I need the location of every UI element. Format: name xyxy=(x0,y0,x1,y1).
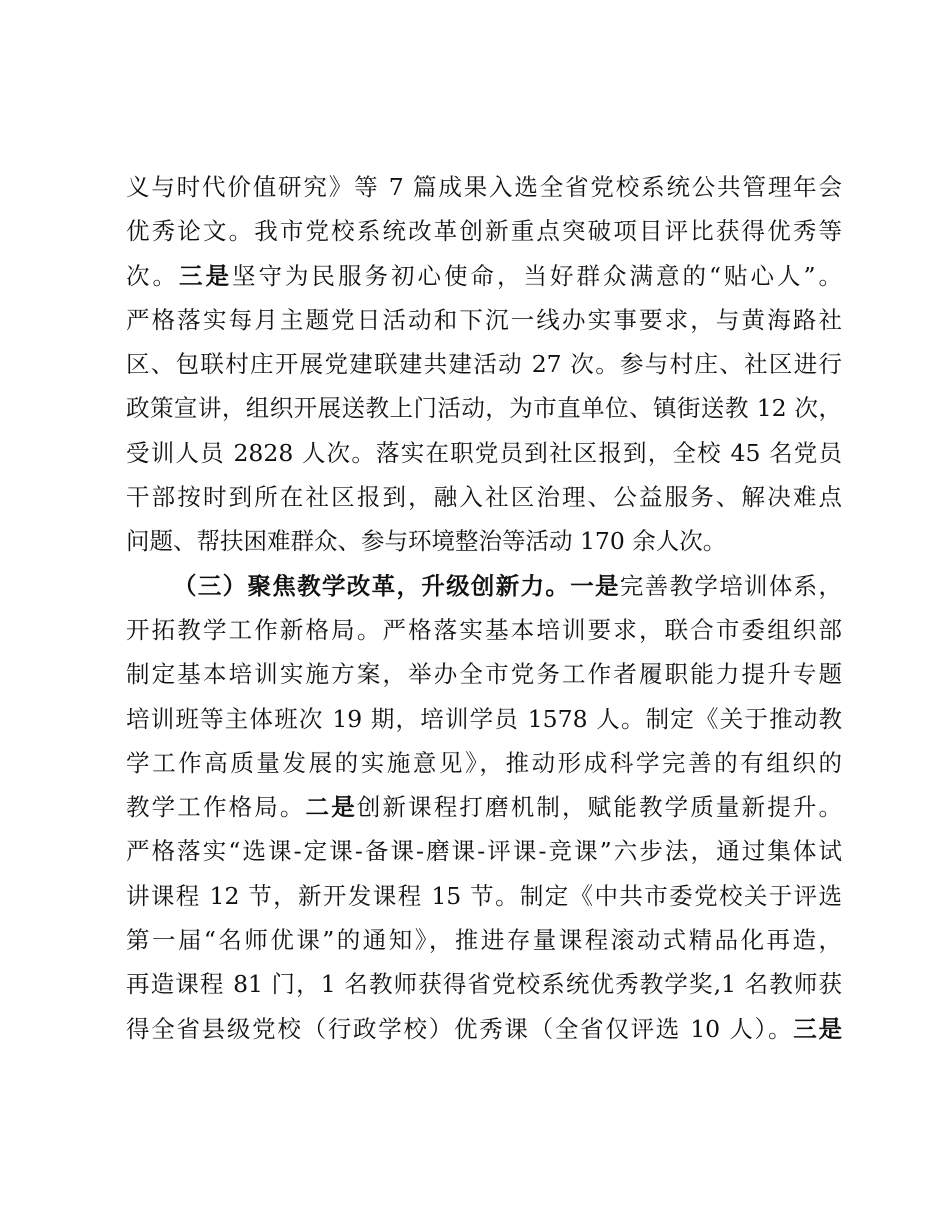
bold-text-run: 三是 xyxy=(179,261,232,290)
document-body xyxy=(126,165,842,1051)
text-run: 政策宣讲，组织开展送教上门活动，为市直单位、镇街送教 12 次， xyxy=(126,394,842,423)
text-line xyxy=(126,519,842,563)
text-line xyxy=(126,475,842,519)
text-run: 培训班等主体班次 19 期，培训学员 1578 人。制定《关于推动教 xyxy=(126,704,842,733)
text-run: 创新课程打磨机制，赋能教学质量新提升。 xyxy=(356,793,843,822)
text-run: 严格落实“选课-定课-备课-磨课-评课-竞课”六步法，通过集体试 xyxy=(126,837,842,866)
text-run: 问题、帮扶困难群众、参与环境整治等活动 170 余人次。 xyxy=(126,527,727,556)
text-line xyxy=(126,564,842,608)
text-line xyxy=(126,652,842,696)
text-line xyxy=(126,962,842,1006)
text-run: 坚守为民服务初心使命，当好群众满意的“贴心人”。 xyxy=(232,261,843,290)
text-line xyxy=(126,342,842,386)
text-line xyxy=(126,829,842,873)
bold-text-run: 三是 xyxy=(793,1014,843,1043)
text-line xyxy=(126,209,842,253)
text-line xyxy=(126,386,842,430)
text-run: 优秀论文。我市党校系统改革创新重点突破项目评比获得优秀等 xyxy=(126,217,842,246)
text-line xyxy=(126,608,842,652)
bold-text-run: 二是 xyxy=(305,793,357,822)
text-run: 完善教学培训体系， xyxy=(619,571,843,600)
text-run: 干部按时到所在社区报到，融入社区治理、公益服务、解决难点 xyxy=(126,483,842,512)
text-line xyxy=(126,741,842,785)
text-line xyxy=(126,254,842,298)
bold-text-run: （三）聚焦教学改革，升级创新力。一是 xyxy=(173,571,620,600)
text-run: 得全省县级党校（行政学校）优秀课（全省仅评选 10 人）。 xyxy=(126,1014,794,1043)
text-run: 再造课程 81 门，1 名教师获得省党校系统优秀教学奖,1 名教师获 xyxy=(126,970,842,999)
text-line xyxy=(126,431,842,475)
text-run: 教学工作格局。 xyxy=(126,793,306,822)
text-run: 区、包联村庄开展党建联建共建活动 27 次。参与村庄、社区进行 xyxy=(126,350,842,379)
text-line xyxy=(126,918,842,962)
text-line xyxy=(126,697,842,741)
text-line xyxy=(126,165,842,209)
text-run: 讲课程 12 节，新开发课程 15 节。制定《中共市委党校关于评选 xyxy=(126,881,842,910)
text-run: 第一届“名师优课”的通知》，推进存量课程滚动式精品化再造， xyxy=(126,926,842,955)
text-run: 义与时代价值研究》等 7 篇成果入选全省党校系统公共管理年会 xyxy=(126,173,842,201)
text-run: 开拓教学工作新格局。严格落实基本培训要求，联合市委组织部 xyxy=(126,615,842,644)
text-run: 制定基本培训实施方案，举办全市党务工作者履职能力提升专题 xyxy=(126,660,842,689)
text-run: 学工作高质量发展的实施意见》，推动形成科学完善的有组织的 xyxy=(126,748,842,777)
text-line xyxy=(126,785,842,829)
text-line xyxy=(126,1007,842,1051)
text-run: 受训人员 2828 人次。落实在职党员到社区报到，全校 45 名党员 xyxy=(126,438,842,467)
text-line xyxy=(126,298,842,342)
text-run: 次。 xyxy=(126,261,179,290)
text-run: 严格落实每月主题党日活动和下沉一线办实事要求，与黄海路社 xyxy=(126,305,842,334)
text-line xyxy=(126,874,842,918)
